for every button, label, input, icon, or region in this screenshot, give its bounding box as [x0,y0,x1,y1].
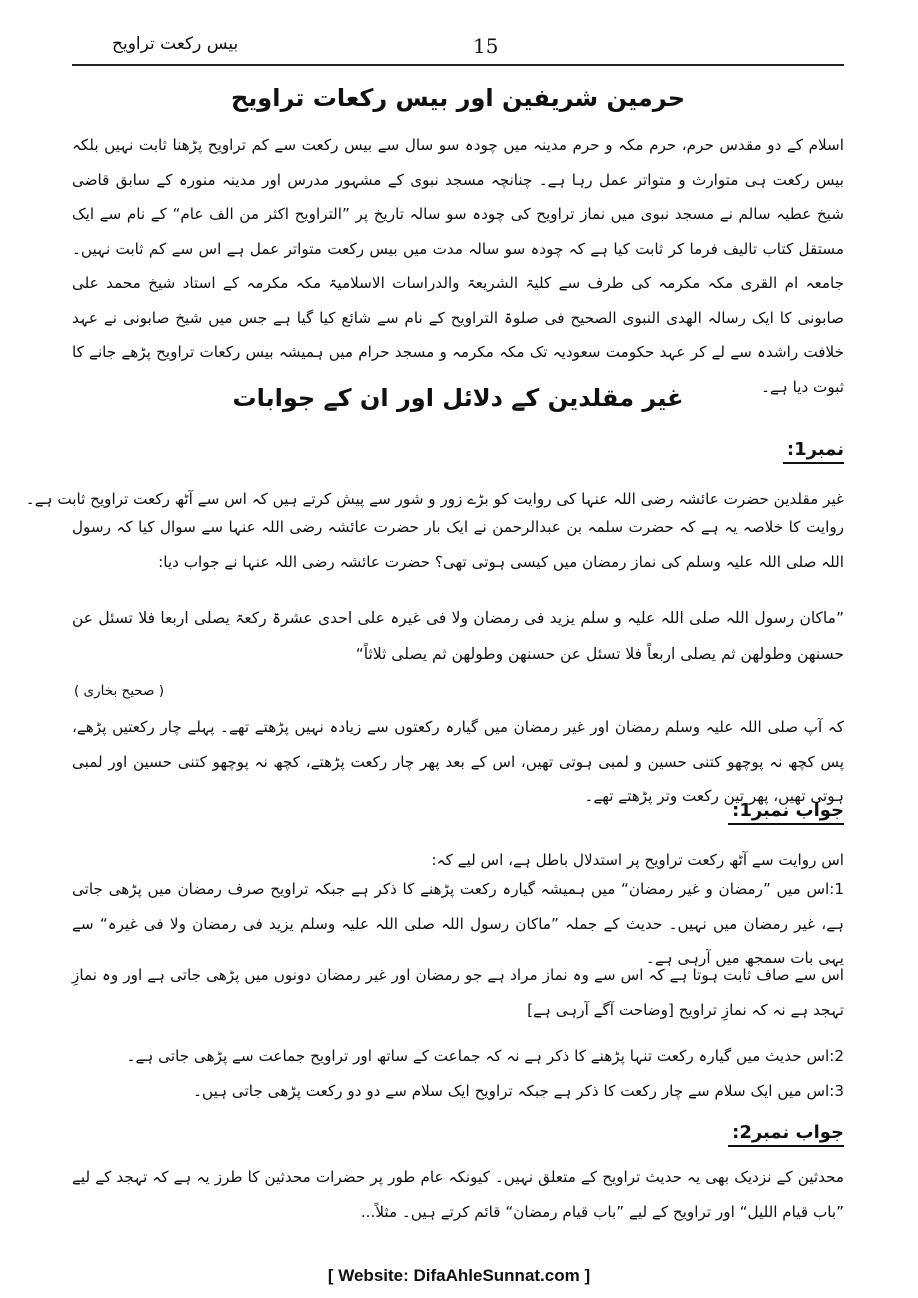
answer-1-label: جواب نمبر1: [728,800,844,825]
answer-1-point-3: 3:اس میں ایک سلام سے چار رکعت کا ذکر ہے جبکہ تراویح ایک سلام سے دو دو رکعت پڑھی جاتی ہیں۔ [193,1082,844,1100]
hadith-arabic-text: ”ماکان رسول اللہ صلی اللہ علیہ و سلم یزید فی رمضان ولا فی غیرہ علی احدی عشرۃ رکعۃ یصلی اربعا فلا تسئل عن حسنھن وطولھن ثم یصلی اربعاً فلا تسئل عن حسنھن وطولھن ثم یصلی ثلاثاً“ [72,609,844,663]
header-divider [72,64,844,66]
answer-2-label: جواب نمبر2: [728,1122,844,1147]
number-1-label: نمبر1: [783,439,844,464]
hadith-translation: کہ آپ صلی اللہ علیہ وسلم رمضان اور غیر رمضان میں گیارہ رکعتوں سے زیادہ نہیں پڑھتے تھے۔ پہلے چار رکعتیں پڑھے، پس کچھ نہ پوچھو کتنی حسین و لمبی ہوتی تھیں، اس کے بعد پھر چار رکعت پڑھتے، کچھ نہ پوچھو کتنی حسین اور لمبی ہوتی تھیں، پھر تین رکعت وتر پڑھتے تھے۔ [72,718,844,805]
section-heading-objections: غیر مقلدین کے دلائل اور ان کے جوابات [232,384,684,412]
narration-intro: روایت کا خلاصہ یہ ہے کہ حضرت سلمہ بن عبدالرحمن نے ایک بار حضرت عائشہ رضی اللہ عنہا سے سوال کیا کہ رسول اللہ صلی اللہ علیہ وسلم کی نماز رمضان میں کیسی ہوتی تھی؟ حضرت عائشہ رضی اللہ عنہا نے جواب دیا: [72,518,844,571]
answer-1-point-2: 2:اس حدیث میں گیارہ رکعت تنہا پڑھنے کا ذکر ہے نہ کہ جماعت کے ساتھ اور تراویح جماعت سے پڑھی جاتی ہے۔ [126,1047,844,1065]
answer-1-intro: اس روایت سے آٹھ رکعت تراویح پر استدلال باطل ہے، اس لیے کہ: [431,851,844,869]
haramain-paragraph: اسلام کے دو مقدس حرم، حرم مکہ و حرم مدینہ میں چودہ سو سال سے بیس رکعت سے کم تراویح پڑھنا ثابت نہیں بلکہ بیس رکعت ہی متوارث و متواتر عمل رہا ہے۔ چنانچہ مسجد نبوی کے مشہور مدرس اور مدینہ منورہ کے سابق قاضی شیخ عطیہ سالم نے مسجد نبوی میں نماز تراویح کی چودہ سو سالہ تاریخ پر ”التراویح اکثر من الف عام“ کے نام سے ایک مستقل کتاب تالیف فرما کر ثابت کیا ہے کہ چودہ سو سالہ مدت میں بیس رکعت متواتر عمل ہے اس سے کم ثابت نہیں۔ جامعہ ام القری مکہ مکرمہ کی طرف سے کلیۃ الشریعۃ والدراسات الاسلامیۃ مکہ مکرمہ کے استاد شیخ محمد علی صابونی کا ایک رسالہ الھدی النبوی الصحیح فی صلوۃ التراویح کے نام سے شائع کیا گیا ہے جس میں شیخ صابونی نے عہد خلافت راشدہ سے لے کر عہد حکومت سعودیہ تک مکہ مکرمہ و مسجد حرام میں ہمیشہ بیس رکعات تراویح پڑھے جانے کا ثبوت دیا ہے۔ [72,136,844,396]
hadith-source: ( صحیح بخاری ) [74,683,165,699]
answer-1-point-1: 1:اس میں ”رمضان و غیر رمضان“ میں ہمیشہ گیارہ رکعت پڑھنے کا ذکر ہے جبکہ تراویح صرف رمضان میں پڑھی جاتی ہے، غیر رمضان میں نہیں۔ حدیث کے جملہ ”ماکان رسول اللہ صلی اللہ علیہ وسلم یزید فی رمضان ولا فی غیرہ“ سے یہی بات سمجھ میں آرہی ہے۔ [72,880,844,967]
page-number: 15 [473,34,499,58]
running-header-title: بیس رکعت تراویح [112,34,239,54]
website-footer: [ Website: DifaAhleSunnat.com ] [327,1266,591,1285]
answer-1-point-1-note: اس سے صاف ثابت ہوتا ہے کہ اس سے وہ نماز مراد ہے جو رمضان اور غیر رمضان دونوں میں پڑھی جاتی ہے اور وہ نمازِ تہجد ہے نہ کہ نمازِ تراویح [وضاحت آگے آرہی ہے] [72,966,844,1019]
section-heading-haramain: حرمین شریفین اور بیس رکعات تراویح [230,84,685,112]
answer-2-text: محدثین کے نزدیک بھی یہ حدیث تراویح کے متعلق نہیں۔ کیونکہ عام طور پر حضرات محدثین کا طرز یہ ہے کہ تہجد کے لیے ”باب قیام اللیل“ اور تراویح کے لیے ”باب قیام رمضان“ قائم کرتے ہیں۔ مثلاً... [72,1168,844,1221]
claim-line: غیر مقلدین حضرت عائشہ رضی اللہ عنہا کی روایت کو بڑے زور و شور سے پیش کرتے ہیں کہ اس سے آٹھ رکعت تراویح ثابت ہے۔ [25,490,844,508]
